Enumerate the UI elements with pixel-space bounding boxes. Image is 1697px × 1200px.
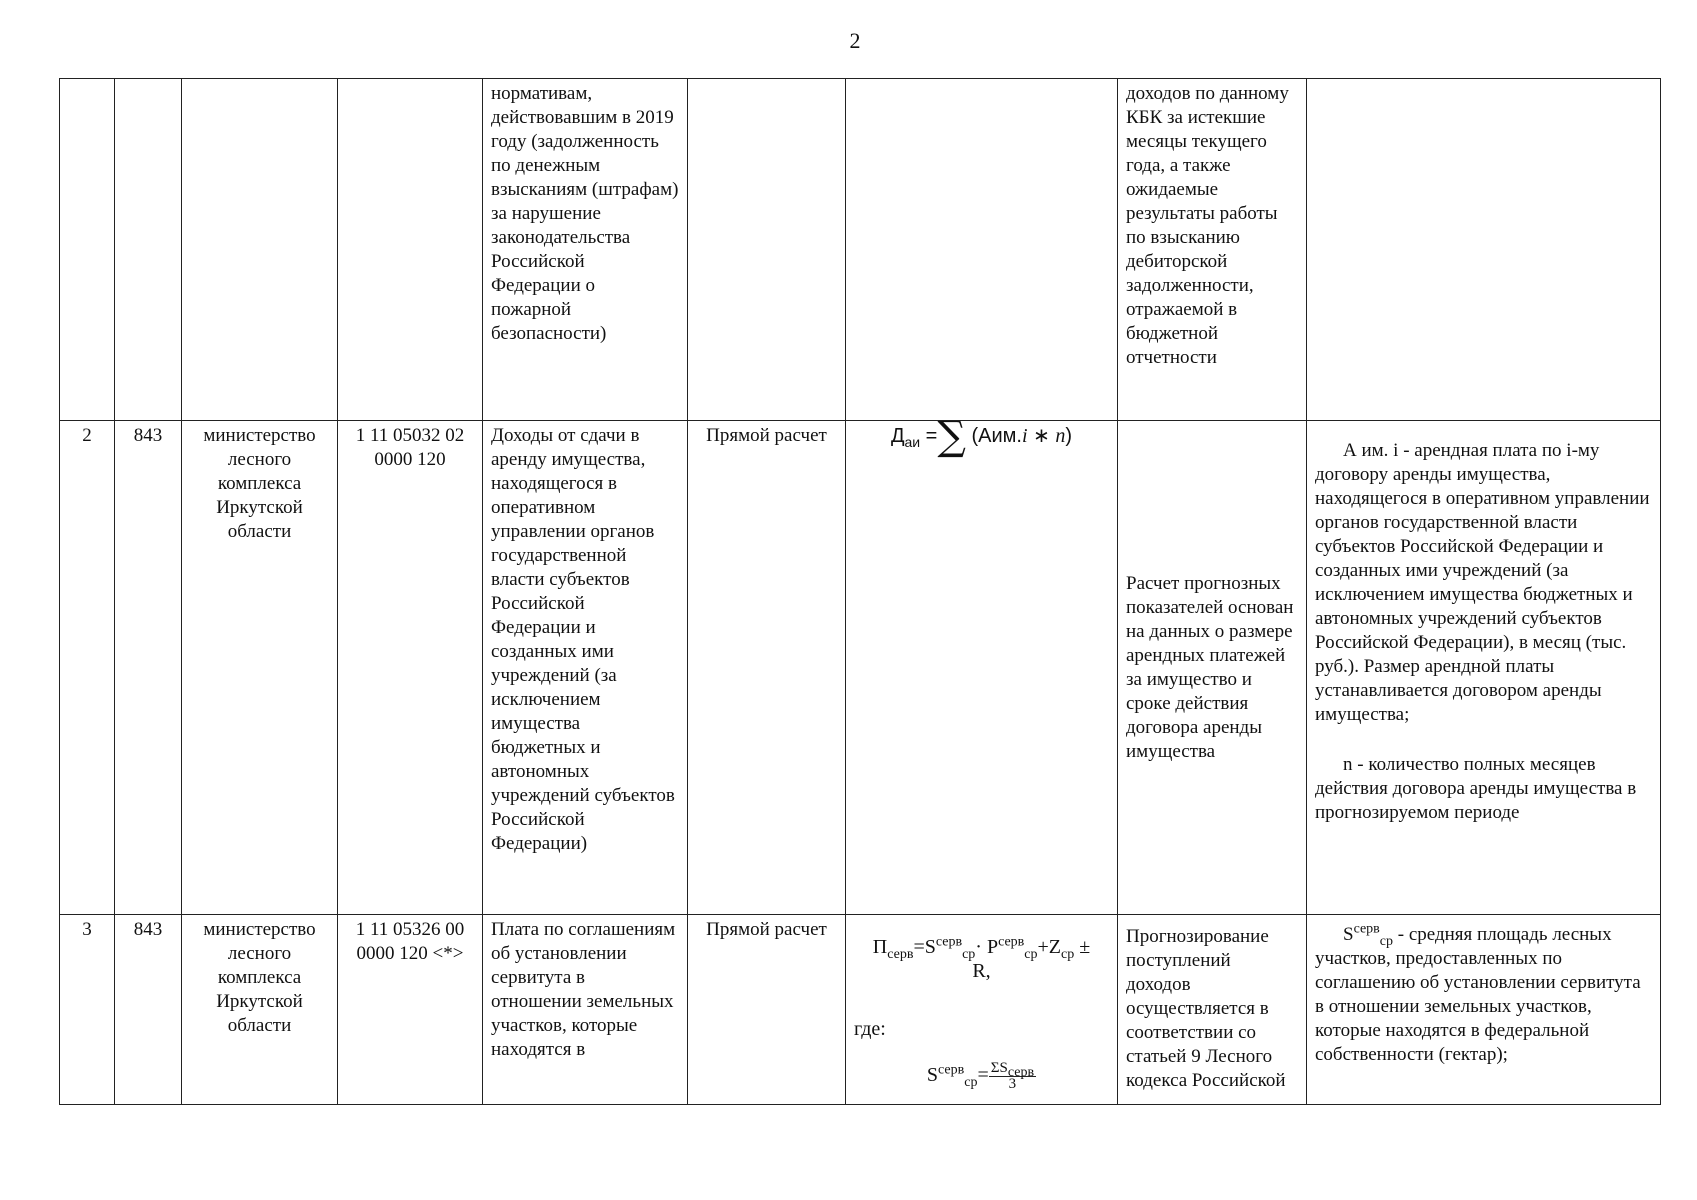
algorithm-description: Прогнозирование поступлений доходов осуществляется в соответствии со статьей 9 Лесного кодекса Российской [1118, 915, 1307, 1105]
page-number: 2 [849, 28, 861, 53]
administrator-name [182, 79, 338, 421]
indicator-description [1307, 79, 1661, 421]
revenue-name: нормативам, действовавшим в 2019 году (задолженность по денежным взысканиям (штрафам) за нарушение законодательства Российской Федерации о пожарной безопасности) [483, 79, 688, 421]
revenue-name: Доходы от сдачи в аренду имущества, находящегося в оперативном управлении органов государственной власти субъектов Российской Федерации и созданных ими учреждений (за исключением имущества бюджетных и автономных учреждений субъектов Российской Федерации) [483, 421, 688, 915]
indicator-a-description: А им. i - арендная плата по i-му договору аренды имущества, находящегося в оперативном управлении органов государственной власти субъектов Российской Федерации и созданных ими учреждений (за исключением имущества бюджетных и автономных учреждений субъектов Российской Федерации), в месяц (тыс. руб.). Размер арендной платы устанавливается договором аренды имущества; [1315, 440, 1650, 725]
kbk-code: 1 11 05032 02 0000 120 [338, 421, 483, 915]
row-number [60, 79, 115, 421]
table-row [60, 915, 1661, 1105]
admin-code [115, 79, 182, 421]
admin-code: 843 [115, 915, 182, 1105]
table-row [60, 421, 1661, 915]
revenue-forecast-table [59, 78, 1661, 1105]
algorithm-description: доходов по данному КБК за истекшие месяцы текущего года, а также ожидаемые результаты работы по взысканию дебиторской задолженности, отражаемой в бюджетной отчетности [1118, 79, 1307, 421]
table-row [60, 79, 1661, 421]
rent-formula: $Д_{аи}$ =∑ (Аим.i ∗ n) [890, 420, 1073, 460]
kbk-code [338, 79, 483, 421]
administrator-name: министерство лесного комплекса Иркутской области [182, 915, 338, 1105]
revenue-name: Плата по соглашениям об установлении сервитута в отношении земельных участков, которые находятся в [483, 915, 688, 1105]
formula-cell [846, 79, 1118, 421]
formula-cell [846, 421, 1118, 915]
row-number: 2 [60, 421, 115, 915]
admin-code: 843 [115, 421, 182, 915]
calc-method [688, 79, 846, 421]
administrator-name: министерство лесного комплекса Иркутской области [182, 421, 338, 915]
servitude-formula: $П_{серв}=S^{серв}_{ср}\cdot P^{серв}_{ср}+Z_{ср}$ ± R, где: $S^{серв}_{ср}=$ $\frac{\Sigma S_{серв}}{3}$ [854, 935, 1109, 1092]
algorithm-description: Расчет прогнозных показателей основан на данных о размере арендных платежей за имущество и сроке действия договора аренды имущества [1118, 421, 1307, 915]
calc-method: Прямой расчет [688, 915, 846, 1105]
indicator-n-description: n - количество полных месяцев действия договора аренды имущества в прогнозируемом периоде [1315, 754, 1637, 823]
indicator-s-description: $S^{серв}_{ср}$ - средняя площадь лесных участков, предоставленных по соглашению об установлении сервитута в отношении земельных участков, которые находятся в федеральной собственности (гектар); [1315, 921, 1641, 1065]
where-label: где: [854, 1018, 886, 1040]
indicator-description [1307, 421, 1661, 915]
kbk-code: 1 11 05326 00 0000 120 <*> [338, 915, 483, 1105]
calc-method: Прямой расчет [688, 421, 846, 915]
row-number: 3 [60, 915, 115, 1105]
indicator-description [1307, 915, 1661, 1105]
formula-cell [846, 915, 1118, 1105]
